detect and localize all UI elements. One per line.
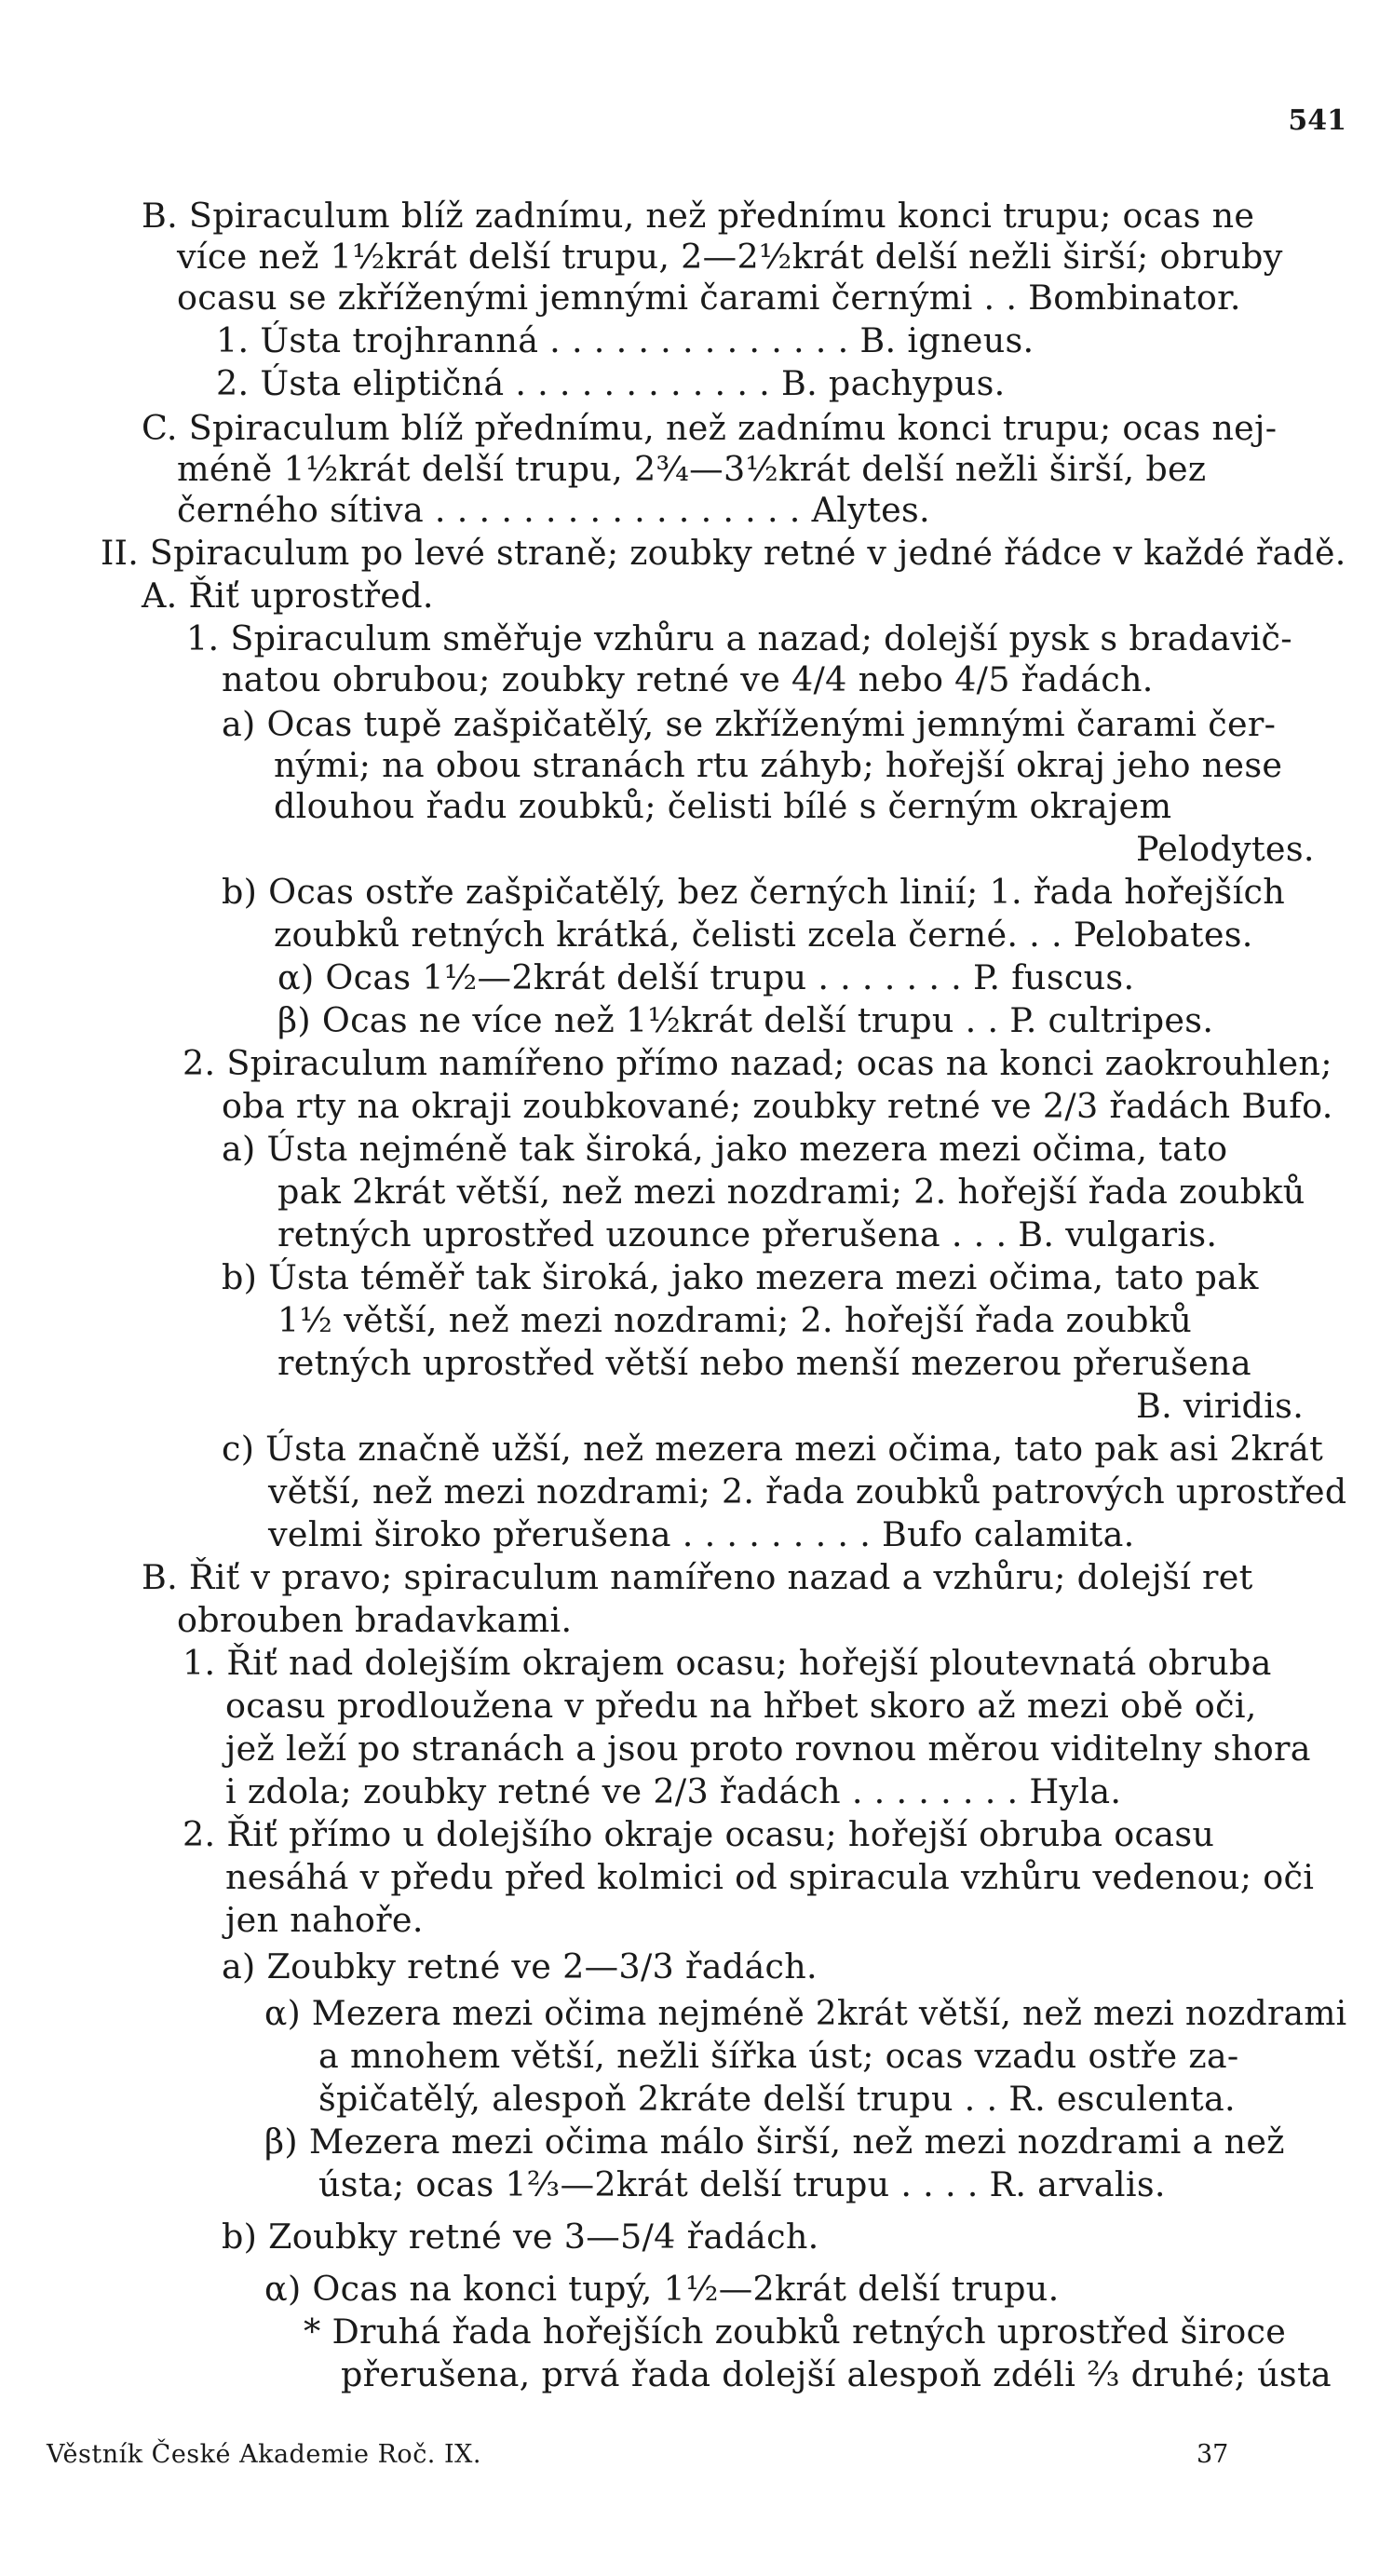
text-line: zoubků retných krátká, čelisti zcela černé. . . Pelobates. — [274, 915, 1253, 955]
text-line: více než 1½krát delší trupu, 2—2½krát delší nežli širší; obruby — [177, 237, 1283, 277]
text-line: retných uprostřed větší nebo menší mezerou přerušena — [277, 1343, 1251, 1383]
text-line: b) Ocas ostře zašpičatělý, bez černých linií; 1. řada hořejších — [222, 872, 1286, 912]
text-line: a) Ocas tupě zašpičatělý, se zkříženými jemnými čarami čer- — [222, 704, 1277, 744]
text-line: nesáhá v předu před kolmici od spiracula vzhůru vedenou; oči — [225, 1857, 1315, 1897]
text-line: větší, než mezi nozdrami; 2. řada zoubků patrových uprostřed — [268, 1471, 1347, 1512]
text-line: A. Řiť uprostřed. — [142, 576, 434, 616]
text-line: C. Spiraculum blíž přednímu, než zadnímu konci trupu; ocas nej- — [142, 408, 1278, 448]
text-line: i zdola; zoubky retné ve 2/3 řadách . . . . . . . . Hyla. — [225, 1771, 1122, 1811]
text-line: oba rty na okraji zoubkované; zoubky retné ve 2/3 řadách Bufo. — [222, 1086, 1333, 1126]
text-line: černého sítiva . . . . . . . . . . . . . . . . . Alytes. — [177, 490, 930, 530]
footer-journal-title: Věstník České Akademie Roč. IX. — [47, 2440, 481, 2469]
text-line: b) Zoubky retné ve 3—5/4 řadách. — [222, 2217, 819, 2257]
text-line: B. viridis. — [1136, 1386, 1305, 1426]
text-line: velmi široko přerušena . . . . . . . . . Bufo calamita. — [268, 1514, 1135, 1554]
text-line: retných uprostřed uzounce přerušena . . . B. vulgaris. — [277, 1214, 1218, 1254]
text-line: 1½ větší, než mezi nozdrami; 2. hořejší řada zoubků — [277, 1300, 1193, 1340]
footer-signature-number: 37 — [1197, 2440, 1229, 2469]
text-line: a) Ústa nejméně tak široká, jako mezera mezi očima, tato — [222, 1129, 1228, 1169]
text-line: 1. Spiraculum směřuje vzhůru a nazad; dolejší pysk s bradavič- — [186, 618, 1292, 658]
text-line: obrouben bradavkami. — [177, 1600, 573, 1640]
text-line: α) Ocas 1½—2krát delší trupu . . . . . . . P. fuscus. — [277, 957, 1135, 997]
page-number: 541 — [1288, 104, 1346, 137]
text-line: méně 1½krát delší trupu, 2¾—3½krát delší nežli širší, bez — [177, 449, 1207, 489]
text-line: 2. Ústa eliptičná . . . . . . . . . . . . B. pachypus. — [216, 363, 1006, 403]
text-line: B. Spiraculum blíž zadnímu, než přednímu konci trupu; ocas ne — [142, 196, 1255, 236]
text-line: ocasu prodloužena v předu na hřbet skoro až mezi obě oči, — [225, 1686, 1257, 1726]
text-line: 1. Ústa trojhranná . . . . . . . . . . . . . . B. igneus. — [216, 320, 1035, 360]
text-line: jež leží po stranách a jsou proto rovnou měrou viditelny shora — [225, 1729, 1311, 1769]
text-line: pak 2krát větší, než mezi nozdrami; 2. hořejší řada zoubků — [277, 1172, 1305, 1212]
text-line: B. Řiť v pravo; spiraculum namířeno nazad a vzhůru; dolejší ret — [142, 1557, 1253, 1597]
text-line: II. Spiraculum po levé straně; zoubky retné v jedné řádce v každé řadě. — [101, 533, 1346, 573]
text-line: α) Ocas na konci tupý, 1½—2krát delší trupu. — [264, 2269, 1060, 2309]
text-line: dlouhou řadu zoubků; čelisti bílé s černým okrajem — [274, 786, 1172, 826]
text-line: β) Mezera mezi očima málo širší, než mezi nozdrami a než — [264, 2122, 1285, 2162]
text-line: 2. Spiraculum namířeno přímo nazad; ocas na konci zaokrouhlen; — [183, 1043, 1332, 1083]
text-line: * Druhá řada hořejších zoubků retných uprostřed široce — [304, 2312, 1287, 2352]
text-line: 2. Řiť přímo u dolejšího okraje ocasu; hořejší obruba ocasu — [183, 1814, 1215, 1854]
text-line: nými; na obou stranách rtu záhyb; hořejší okraj jeho nese — [274, 745, 1283, 785]
text-line: natou obrubou; zoubky retné ve 4/4 nebo 4/5 řadách. — [222, 659, 1154, 699]
text-line: c) Ústa značně užší, než mezera mezi očima, tato pak asi 2krát — [222, 1429, 1324, 1469]
text-line: přerušena, prvá řada dolejší alespoň zdéli ⅔ druhé; ústa — [341, 2354, 1332, 2394]
text-line: 1. Řiť nad dolejším okrajem ocasu; hořejší ploutevnatá obruba — [183, 1643, 1272, 1683]
text-line: ústa; ocas 1⅔—2krát delší trupu . . . . R. arvalis. — [318, 2164, 1166, 2204]
text-line: špičatělý, alespoň 2kráte delší trupu . . R. esculenta. — [318, 2079, 1236, 2119]
text-line: jen nahoře. — [225, 1900, 424, 1940]
text-line: a) Zoubky retné ve 2—3/3 řadách. — [222, 1946, 818, 1986]
text-line: β) Ocas ne více než 1½krát delší trupu . . P. cultripes. — [277, 1000, 1214, 1040]
text-line: b) Ústa téměř tak široká, jako mezera mezi očima, tato pak — [222, 1257, 1259, 1297]
text-line: ocasu se zkříženými jemnými čarami černými . . Bombinator. — [177, 278, 1241, 318]
text-line: α) Mezera mezi očima nejméně 2krát větší, než mezi nozdrami — [264, 1993, 1347, 2033]
text-line: a mnohem větší, nežli šířka úst; ocas vzadu ostře za- — [318, 2036, 1239, 2076]
text-line: Pelodytes. — [1136, 829, 1315, 869]
